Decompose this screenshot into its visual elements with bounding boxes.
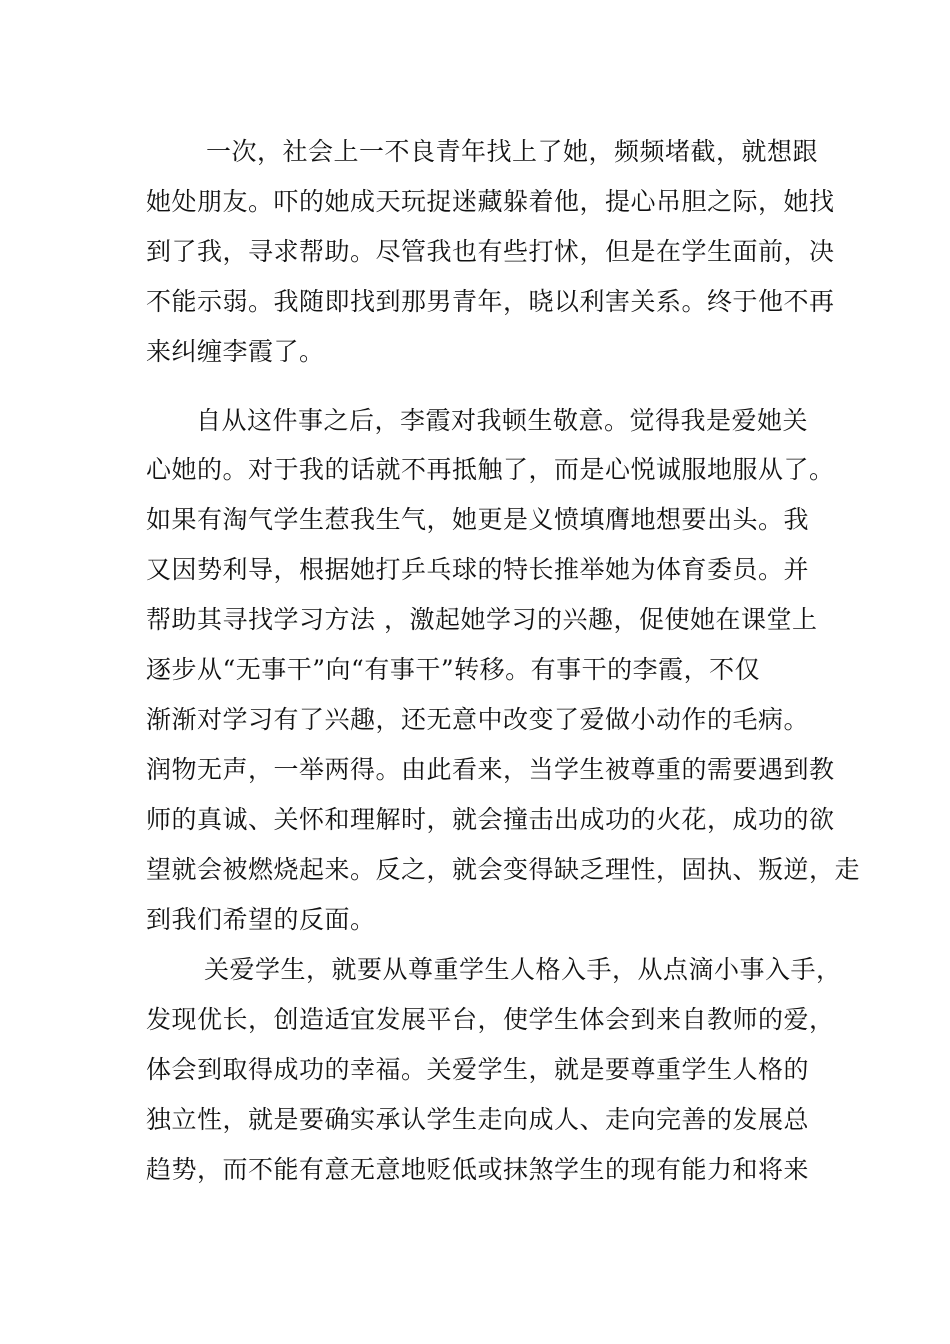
paragraph-3-line-4: 独立性，就是要确实承认学生走向成人、走向完善的发展总 bbox=[146, 1105, 810, 1134]
paragraph-2-line-2: 心她的。对于我的话就不再抵触了，而是心悦诚服地服从了。 bbox=[146, 455, 835, 484]
paragraph-3-line-3: 体会到取得成功的幸福。关爱学生，就是要尊重学生人格的 bbox=[146, 1055, 810, 1084]
paragraph-2-line-9: 师的真诚、关怀和理解时，就会撞击出成功的火花，成功的欲 bbox=[146, 805, 835, 834]
paragraph-1-line-1: 一次，社会上一不良青年找上了她，频频堵截，就想跟 bbox=[206, 137, 819, 166]
paragraph-3-line-2: 发现优长，创造适宜发展平台，使学生体会到来自教师的爱， bbox=[146, 1005, 835, 1034]
paragraph-1-line-3: 到了我，寻求帮助。尽管我也有些打怵，但是在学生面前，决 bbox=[146, 237, 835, 266]
paragraph-1-line-4: 不能示弱。我随即找到那男青年，晓以利害关系。终于他不再 bbox=[146, 287, 835, 316]
paragraph-3-line-1: 关爱学生，就要从尊重学生人格入手，从点滴小事入手， bbox=[204, 955, 842, 984]
paragraph-2-line-4: 又因势利导，根据她打乒乓球的特长推举她为体育委员。并 bbox=[146, 555, 810, 584]
paragraph-2-line-7: 渐渐对学习有了兴趣，还无意中改变了爱做小动作的毛病。 bbox=[146, 705, 810, 734]
paragraph-2-line-5: 帮助其寻找学习方法 ，激起她学习的兴趣，促使她在课堂上 bbox=[146, 605, 818, 634]
paragraph-1-line-2: 她处朋友。吓的她成天玩捉迷藏躲着他，提心吊胆之际，她找 bbox=[146, 187, 835, 216]
paragraph-2-line-10: 望就会被燃烧起来。反之，就会变得缺乏理性，固执、叛逆，走 bbox=[146, 855, 861, 884]
paragraph-2-line-3: 如果有淘气学生惹我生气，她更是义愤填膺地想要出头。我 bbox=[146, 505, 810, 534]
paragraph-2-line-1: 自从这件事之后，李霞对我顿生敬意。觉得我是爱她关 bbox=[196, 406, 809, 435]
paragraph-3-line-5: 趋势，而不能有意无意地贬低或抹煞学生的现有能力和将来 bbox=[146, 1155, 810, 1184]
paragraph-1-line-5: 来纠缠李霞了。 bbox=[146, 337, 325, 366]
paragraph-2-line-11: 到我们希望的反面。 bbox=[146, 905, 376, 934]
paragraph-2-line-8: 润物无声，一举两得。由此看来，当学生被尊重的需要遇到教 bbox=[146, 755, 835, 784]
paragraph-2-line-6: 逐步从“无事干”向“有事干”转移。有事干的李霞，不仅 bbox=[146, 655, 761, 684]
